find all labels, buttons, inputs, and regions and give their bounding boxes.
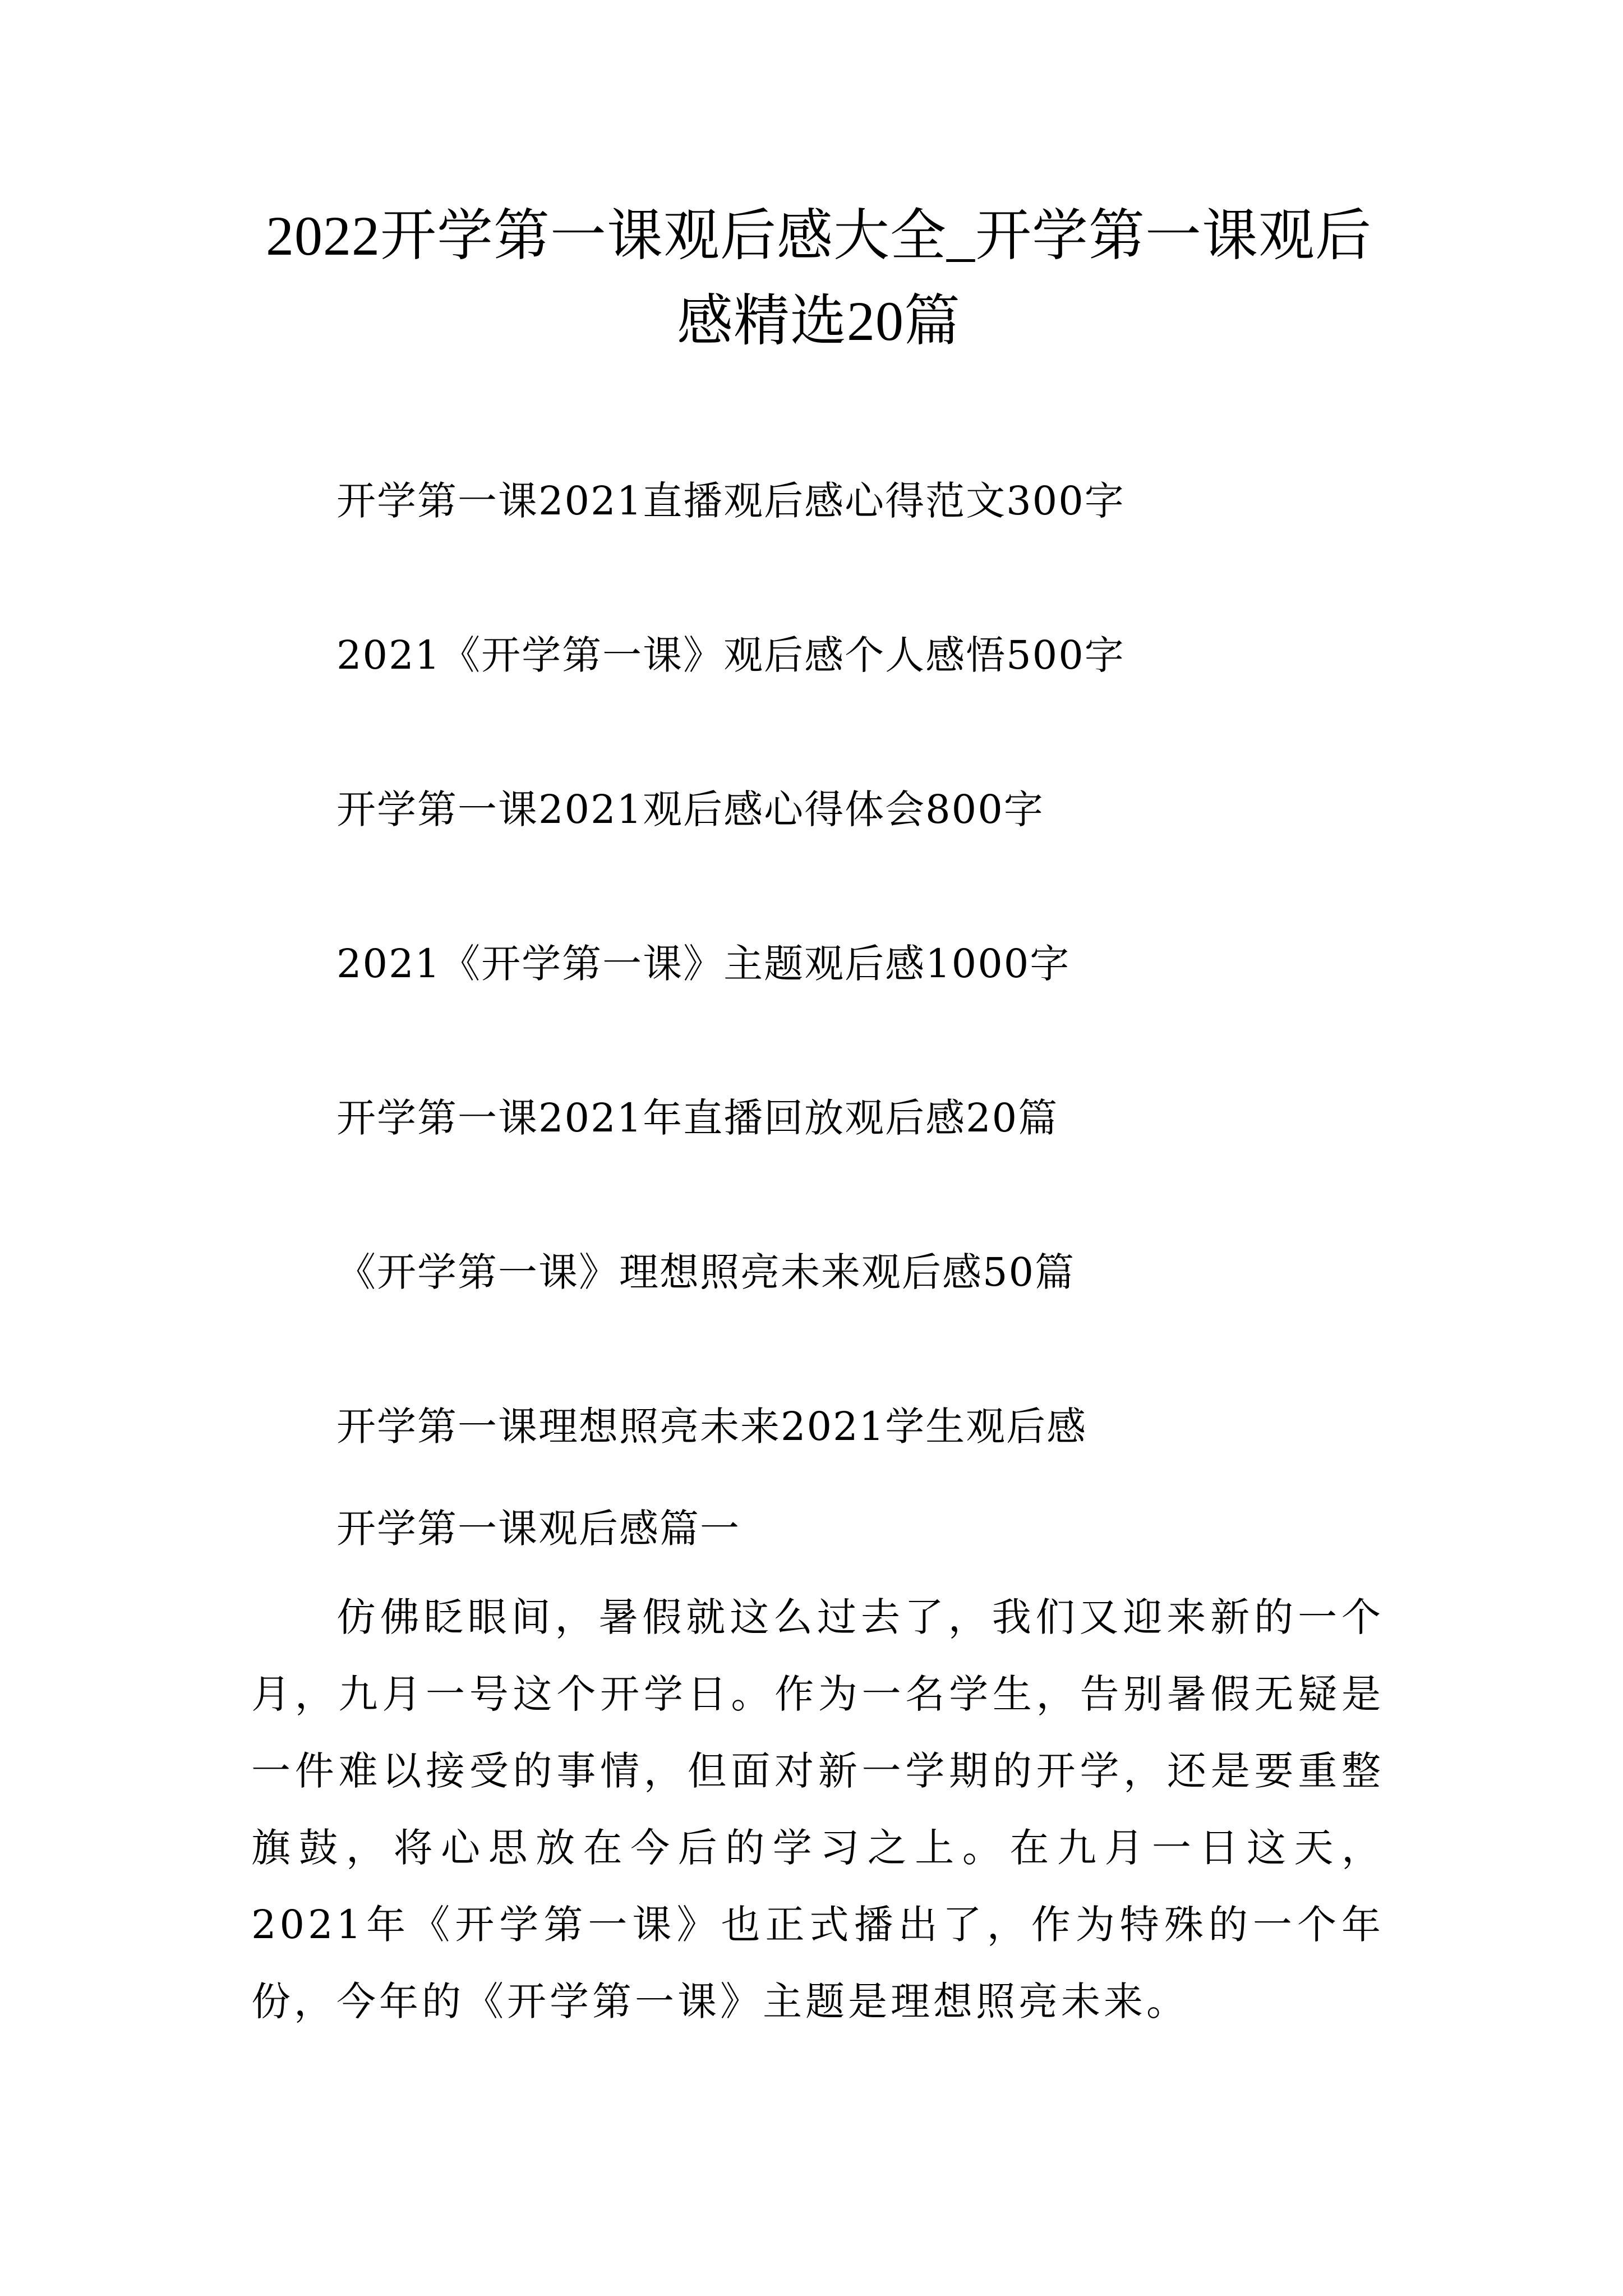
toc-item: 开学第一课2021直播观后感心得范文300字 xyxy=(336,478,1125,524)
body-paragraph: 仿佛眨眼间，暑假就这么过去了，我们又迎来新的一个月，九月一号这个开学日。作为一名学生，告别暑假无疑是一件难以接受的事情，但面对新一学期的开学，还是要重整旗鼓，将心思放在今后的学习之上。在九月一日这天，2021年《开学第一课》也正式播出了，作为特殊的一个年份，今年的《开学第一课》主题是理想照亮未来。 xyxy=(251,1594,1384,2024)
toc-item: 开学第一课2021观后感心得体会800字 xyxy=(336,786,1044,832)
section-heading: 开学第一课观后感篇一 xyxy=(336,1506,740,1552)
toc-item: 2021《开学第一课》观后感个人感悟500字 xyxy=(336,632,1125,678)
toc-item: 开学第一课2021年直播回放观后感20篇 xyxy=(336,1095,1059,1141)
document-title: 2022开学第一课观后感大全_开学第一课观后感精选20篇 xyxy=(266,205,1372,352)
toc-item: 开学第一课理想照亮未来2021学生观后感 xyxy=(336,1404,1087,1450)
toc-item: 2021《开学第一课》主题观后感1000字 xyxy=(336,941,1071,987)
toc-item: 《开学第一课》理想照亮未来观后感50篇 xyxy=(336,1249,1076,1295)
